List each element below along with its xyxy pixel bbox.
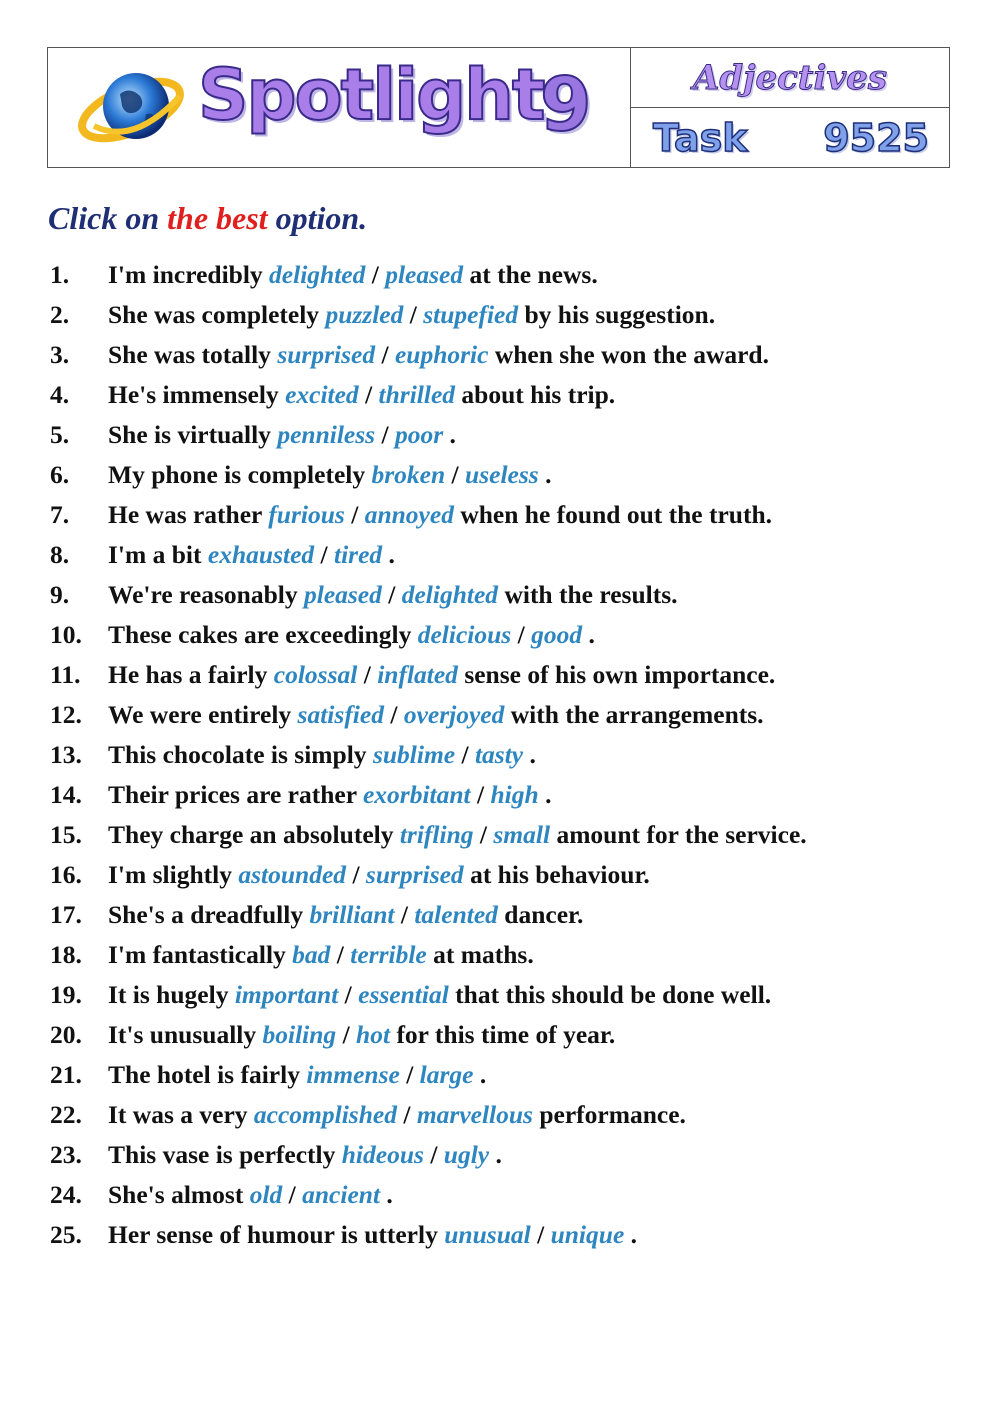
sentence-start: I'm a bit [108,540,208,569]
question-number: 5. [50,420,70,449]
question-item [50,615,970,655]
option-b[interactable]: delighted [401,580,499,609]
option-a[interactable]: furious [268,500,345,529]
topic-title: Adjectives [693,57,887,98]
question-number: 10. [50,620,82,649]
sentence-start: She was totally [108,340,278,369]
instruction-part1: Click on [48,200,168,236]
option-a[interactable]: broken [371,460,446,489]
sentence-start: My phone is completely [108,460,372,489]
question-item [50,775,970,815]
task-panel [631,48,949,167]
option-a[interactable]: pleased [303,580,382,609]
question-item [50,1175,970,1215]
question-item [50,1215,970,1255]
question-number: 12. [50,700,82,729]
question-item [50,535,970,575]
option-separator: / [461,740,469,769]
question-number: 18. [50,940,82,969]
question-number: 20. [50,1020,82,1049]
question-sentence [108,655,775,695]
question-number: 17. [50,900,82,929]
question-sentence [108,295,715,335]
question-list [50,255,970,1255]
question-number: 2. [50,300,70,329]
option-a[interactable]: puzzled [325,300,404,329]
question-sentence [108,695,764,735]
brand-title: Spotlight [198,54,544,136]
option-b[interactable]: unique [550,1220,625,1249]
option-separator: / [430,1140,438,1169]
option-separator: / [351,500,359,529]
sentence-end: for this time of year. [390,1020,616,1049]
question-sentence [108,1215,637,1255]
option-a[interactable]: exorbitant [362,780,471,809]
option-a[interactable]: astounded [238,860,347,889]
option-a[interactable]: penniless [277,420,376,449]
option-b[interactable]: poor [394,420,444,449]
option-a[interactable]: bad [292,940,331,969]
question-sentence [108,815,807,855]
task-number: 9525 [823,115,929,160]
option-b[interactable]: good [531,620,583,649]
sentence-start: He was rather [108,500,269,529]
option-separator: / [388,580,396,609]
sentence-end: at maths. [426,940,534,969]
question-item [50,1095,970,1135]
sentence-start: The hotel is fairly [108,1060,307,1089]
question-item [50,1015,970,1055]
sentence-end: . [624,1220,638,1249]
option-a[interactable]: important [234,980,339,1009]
question-sentence [108,455,551,495]
option-b[interactable]: annoyed [364,500,454,529]
option-b[interactable]: hot [356,1020,391,1049]
option-b[interactable]: marvellous [416,1100,533,1129]
sentence-start: He has a fairly [108,660,274,689]
question-number: 23. [50,1140,82,1169]
option-b[interactable]: small [493,820,551,849]
option-separator: / [403,1100,411,1129]
question-sentence [108,1015,615,1055]
sentence-end: dancer. [497,900,584,929]
option-separator: / [381,420,389,449]
sentence-start: She's a dreadfully [108,900,310,929]
option-b[interactable]: tired [334,540,383,569]
option-separator: / [451,460,459,489]
option-separator: / [344,980,352,1009]
sentence-end: by his suggestion. [518,300,716,329]
option-separator: / [352,860,360,889]
question-item [50,1135,970,1175]
question-item [50,815,970,855]
task-label: Task [653,115,748,160]
question-sentence [108,535,395,575]
sentence-start: I'm slightly [108,860,239,889]
option-b[interactable]: useless [465,460,539,489]
question-sentence [108,1095,686,1135]
question-item [50,855,970,895]
sentence-start: This vase is perfectly [108,1140,342,1169]
sentence-start: We're reasonably [108,580,304,609]
question-sentence [108,775,551,815]
option-a[interactable]: exhausted [207,540,315,569]
sentence-end: when she won the award. [488,340,769,369]
sentence-end: amount for the service. [550,820,807,849]
topic-cell [631,48,949,108]
question-sentence [108,335,769,375]
question-item [50,455,970,495]
option-separator: / [381,340,389,369]
option-separator: / [371,260,379,289]
question-item [50,735,970,775]
question-item [50,295,970,335]
sentence-start: These cakes are exceedingly [108,620,418,649]
sentence-end: . [582,620,595,649]
sentence-start: We were entirely [108,700,298,729]
option-a[interactable]: surprised [277,340,376,369]
question-number: 13. [50,740,82,769]
sentence-end: about his trip. [455,380,616,409]
question-sentence [108,375,615,415]
question-sentence [108,1135,502,1175]
question-number: 25. [50,1220,82,1249]
sentence-end: performance. [532,1100,686,1129]
question-number: 9. [50,580,70,609]
question-sentence [108,975,771,1015]
option-separator: / [400,900,408,929]
sentence-start: She was completely [108,300,326,329]
sentence-start: He's immensely [108,380,286,409]
sentence-end: . [380,1180,393,1209]
sentence-start: This chocolate is simply [108,740,373,769]
option-b[interactable]: high [490,780,539,809]
question-number: 19. [50,980,82,1009]
sentence-end: when he found out the truth. [453,500,773,529]
sentence-end: with the arrangements. [504,700,764,729]
option-a[interactable]: old [249,1180,283,1209]
question-number: 21. [50,1060,82,1089]
question-sentence [108,495,772,535]
option-b[interactable]: pleased [385,260,464,289]
sentence-end: . [473,1060,487,1089]
sentence-end: at his behaviour. [463,860,650,889]
question-item [50,575,970,615]
question-sentence [108,575,678,615]
option-separator: / [406,1060,414,1089]
option-separator: / [477,780,485,809]
worksheet-header [47,47,950,168]
option-separator: / [409,300,417,329]
option-b[interactable]: tasty [474,740,524,769]
question-number: 7. [50,500,70,529]
question-number: 8. [50,540,70,569]
question-item [50,935,970,975]
instruction [48,200,367,237]
sentence-end: that this should be done well. [448,980,772,1009]
question-sentence [108,735,536,775]
sentence-end: . [443,420,456,449]
option-separator: / [479,820,487,849]
question-item [50,1055,970,1095]
option-separator: / [336,940,344,969]
task-cell [631,108,949,167]
sentence-end: . [523,740,536,769]
option-a[interactable]: boiling [262,1020,337,1049]
question-number: 15. [50,820,82,849]
question-number: 14. [50,780,82,809]
question-item [50,335,970,375]
sentence-start: I'm incredibly [108,260,270,289]
question-item [50,975,970,1015]
sentence-start: It is hugely [108,980,235,1009]
option-a[interactable]: hideous [341,1140,424,1169]
level-number: 9 [540,62,592,148]
question-sentence [108,1175,393,1215]
question-sentence [108,935,534,975]
option-a[interactable]: brilliant [309,900,395,929]
question-sentence [108,895,583,935]
option-b[interactable]: overjoyed [403,700,505,729]
question-item [50,415,970,455]
option-separator: / [363,660,371,689]
option-b[interactable]: ugly [443,1140,490,1169]
sentence-end: . [538,460,552,489]
option-separator: / [390,700,398,729]
sentence-end: . [489,1140,502,1169]
question-item [50,895,970,935]
sentence-end: at the news. [463,260,598,289]
question-number: 4. [50,380,70,409]
sentence-start: It's unusually [108,1020,263,1049]
sentence-start: Their prices are rather [108,780,363,809]
question-sentence [108,415,456,455]
option-separator: / [365,380,373,409]
option-a[interactable]: unusual [444,1220,531,1249]
sentence-start: It was a very [108,1100,254,1129]
question-sentence [108,615,595,655]
sentence-end: . [382,540,395,569]
question-item [50,375,970,415]
option-b[interactable]: inflated [377,660,458,689]
question-item [50,255,970,295]
sentence-end: with the results. [498,580,678,609]
option-separator: / [342,1020,350,1049]
question-number: 22. [50,1100,82,1129]
question-number: 16. [50,860,82,889]
sentence-start: She is virtually [108,420,278,449]
question-number: 1. [50,260,70,289]
question-sentence [108,255,598,295]
option-b[interactable]: ancient [302,1180,381,1209]
option-a[interactable]: sublime [372,740,456,769]
option-b[interactable]: talented [414,900,498,929]
question-item [50,495,970,535]
option-a[interactable]: trifling [399,820,474,849]
sentence-start: Her sense of humour is utterly [108,1220,445,1249]
option-a[interactable]: immense [306,1060,400,1089]
option-a[interactable]: excited [285,380,359,409]
sentence-start: They charge an absolutely [108,820,400,849]
option-a[interactable]: satisfied [297,700,384,729]
option-b[interactable]: euphoric [394,340,489,369]
sentence-end: sense of his own importance. [457,660,776,689]
question-item [50,655,970,695]
question-sentence [108,855,650,895]
option-b[interactable]: terrible [350,940,427,969]
brand-panel [48,48,631,167]
option-a[interactable]: delighted [269,260,366,289]
sentence-end: . [538,780,552,809]
question-item [50,695,970,735]
sentence-start: She's almost [108,1180,250,1209]
question-sentence [108,1055,486,1095]
question-number: 24. [50,1180,82,1209]
option-b[interactable]: thrilled [378,380,456,409]
question-number: 3. [50,340,70,369]
question-number: 6. [50,460,70,489]
option-b[interactable]: surprised [365,860,464,889]
option-b[interactable]: stupefied [423,300,519,329]
option-separator: / [288,1180,296,1209]
option-a[interactable]: colossal [273,660,358,689]
globe-logo-icon [76,64,186,150]
option-b[interactable]: essential [358,980,449,1009]
option-separator: / [537,1220,545,1249]
instruction-part2: option. [267,200,368,236]
option-separator: / [517,620,525,649]
sentence-start: I'm fantastically [108,940,293,969]
option-b[interactable]: large [419,1060,474,1089]
option-a[interactable]: accomplished [253,1100,397,1129]
option-separator: / [320,540,328,569]
question-number: 11. [50,660,81,689]
instruction-highlight: the best [167,200,268,236]
option-a[interactable]: delicious [417,620,512,649]
